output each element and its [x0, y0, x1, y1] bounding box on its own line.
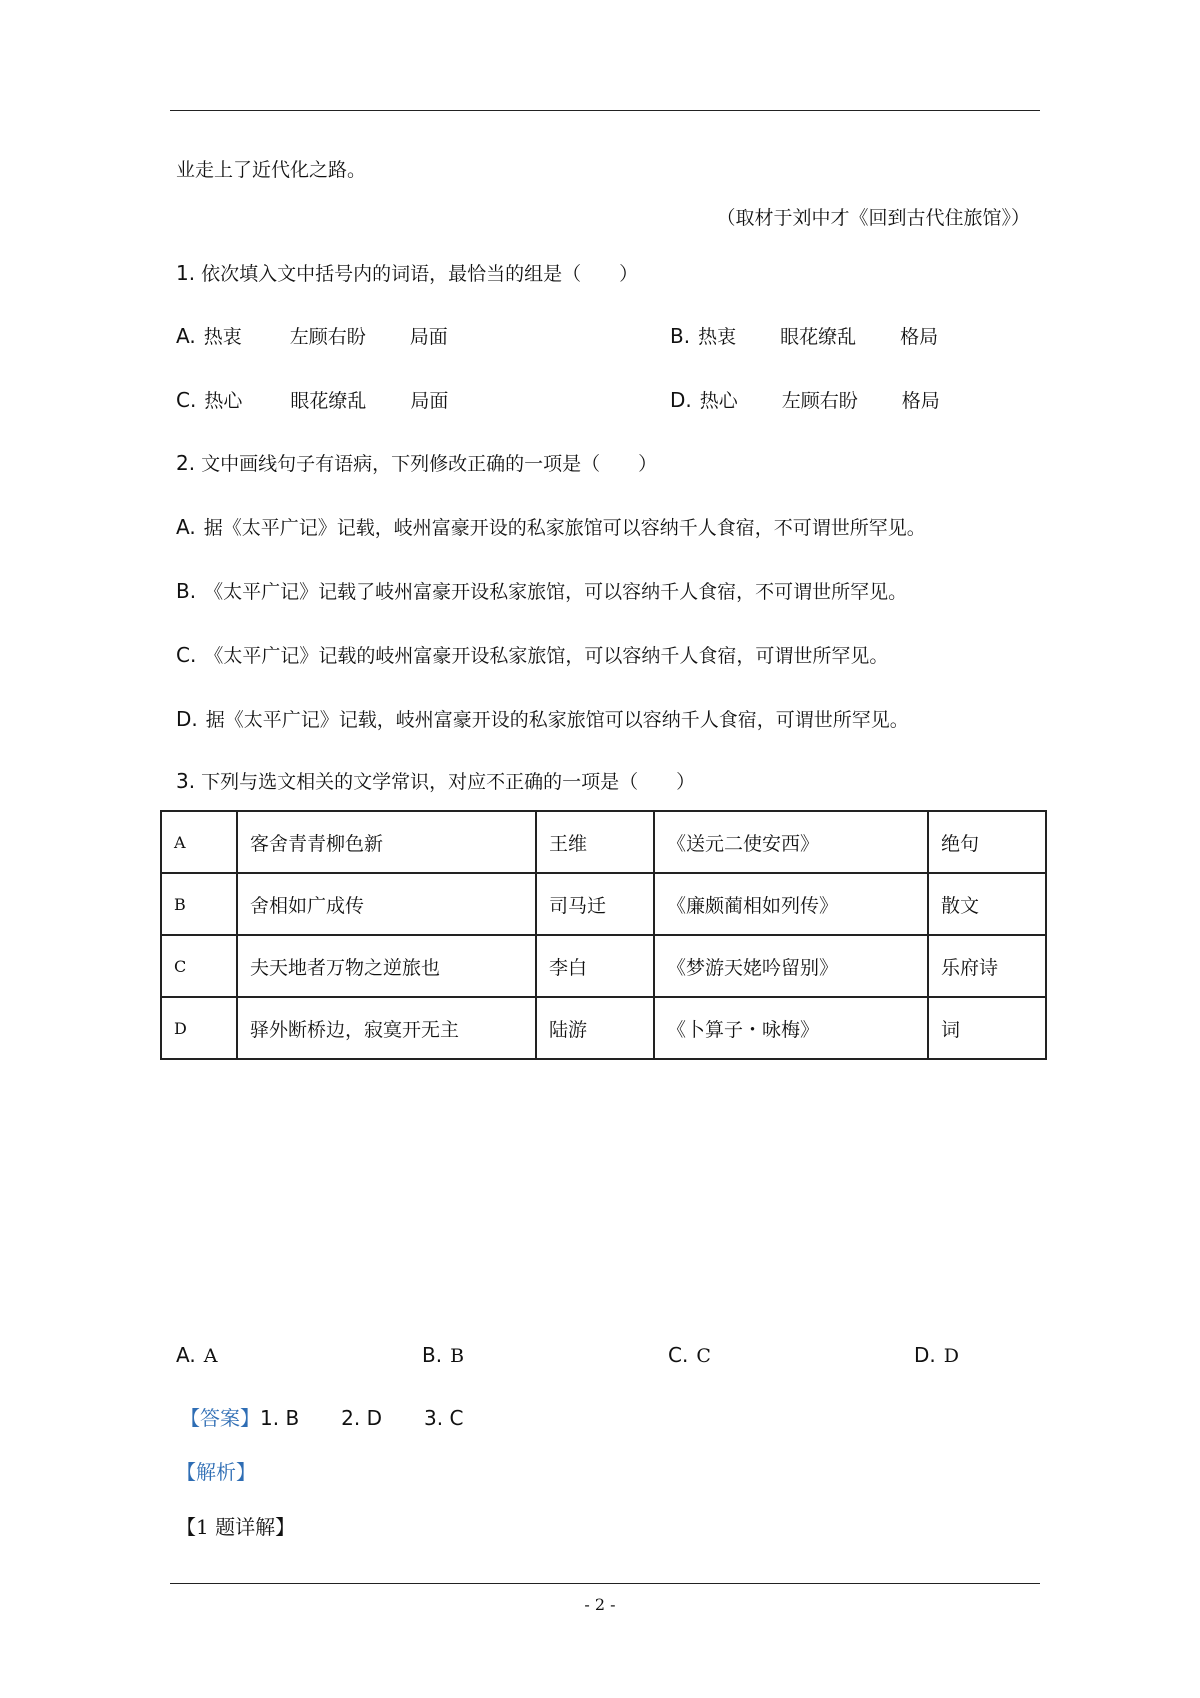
- table-row: [161, 811, 1046, 873]
- continuation-text: 业走上了近代化之路。: [176, 159, 367, 181]
- answer-item: 1. B: [260, 1406, 300, 1430]
- table-row: [161, 997, 1046, 1059]
- answer-item: 3. C: [424, 1406, 464, 1430]
- q3-option-a[interactable]: A. A: [176, 1343, 218, 1367]
- table-cell: 词: [928, 997, 1046, 1059]
- q2-number: 2.: [176, 451, 196, 475]
- table-cell: 驿外断桥边，寂寞开无主: [237, 997, 536, 1059]
- literature-table: [160, 810, 1047, 1060]
- table-cell: 夫天地者万物之逆旅也: [237, 935, 536, 997]
- q2-stem: [176, 450, 657, 477]
- table-cell: 司马迁: [536, 873, 654, 935]
- source-citation: （取材于刘中才《回到古代住旅馆》）: [716, 207, 1030, 229]
- q3-number: 3.: [176, 769, 196, 793]
- footer-rule: [170, 1583, 1040, 1584]
- detail-label: 【1 题详解】: [176, 1515, 296, 1539]
- table-cell: 客舍青青柳色新: [237, 811, 536, 873]
- q1-option-b[interactable]: B. 热衷 眼花缭乱 格局: [670, 324, 939, 348]
- q3-stem-text: 下列与选文相关的文学常识，对应不正确的一项是（ ）: [201, 771, 696, 793]
- table-cell: D: [161, 997, 237, 1059]
- q2-option-d[interactable]: D. 据《太平广记》记载，岐州富豪开设的私家旅馆可以容纳千人食宿，可谓世所罕见。: [176, 707, 909, 731]
- q2-option-c[interactable]: C. 《太平广记》记载的岐州富豪开设私家旅馆，可以容纳千人食宿，可谓世所罕见。: [176, 643, 889, 667]
- table-cell: 《卜算子・咏梅》: [654, 997, 928, 1059]
- table-cell: 乐府诗: [928, 935, 1046, 997]
- q1-stem: [176, 260, 638, 287]
- answer-line: [180, 1404, 463, 1432]
- q1-number: 1.: [176, 261, 196, 285]
- table-cell: 舍相如广成传: [237, 873, 536, 935]
- table-cell: 陆游: [536, 997, 654, 1059]
- q1-option-d[interactable]: D. 热心 左顾右盼 格局: [670, 388, 940, 412]
- table-cell: 绝句: [928, 811, 1046, 873]
- answer-item: 2. D: [341, 1406, 383, 1430]
- table-cell: B: [161, 873, 237, 935]
- table-cell: C: [161, 935, 237, 997]
- table-cell: A: [161, 811, 237, 873]
- table-cell: 《廉颇蔺相如列传》: [654, 873, 928, 935]
- q2-option-a[interactable]: A. 据《太平广记》记载，岐州富豪开设的私家旅馆可以容纳千人食宿，不可谓世所罕见。: [176, 515, 926, 539]
- q3-stem: [176, 768, 695, 795]
- table-row: [161, 873, 1046, 935]
- table-cell: 李白: [536, 935, 654, 997]
- header-rule: [170, 110, 1040, 111]
- q2-option-b[interactable]: B. 《太平广记》记载了岐州富豪开设私家旅馆，可以容纳千人食宿，不可谓世所罕见。: [176, 579, 908, 603]
- q1-option-c[interactable]: C. 热心 眼花缭乱 局面: [176, 388, 449, 412]
- table-row: [161, 935, 1046, 997]
- q2-stem-text: 文中画线句子有语病，下列修改正确的一项是（ ）: [201, 453, 658, 475]
- table-cell: 《送元二使安西》: [654, 811, 928, 873]
- q3-option-c[interactable]: C. C: [668, 1343, 711, 1367]
- table-cell: 散文: [928, 873, 1046, 935]
- q1-stem-text: 依次填入文中括号内的词语，最恰当的组是（ ）: [201, 263, 639, 285]
- q1-option-a[interactable]: A. 热衷 左顾右盼 局面: [176, 324, 448, 348]
- table-cell: 《梦游天姥吟留别》: [654, 935, 928, 997]
- q3-option-d[interactable]: D. D: [914, 1343, 959, 1367]
- table-cell: 王维: [536, 811, 654, 873]
- page-number: - 2 -: [584, 1595, 616, 1614]
- analysis-label: 【解析】: [176, 1460, 256, 1484]
- q3-option-b[interactable]: B. B: [422, 1343, 465, 1367]
- answer-label: 【答案】: [180, 1406, 260, 1430]
